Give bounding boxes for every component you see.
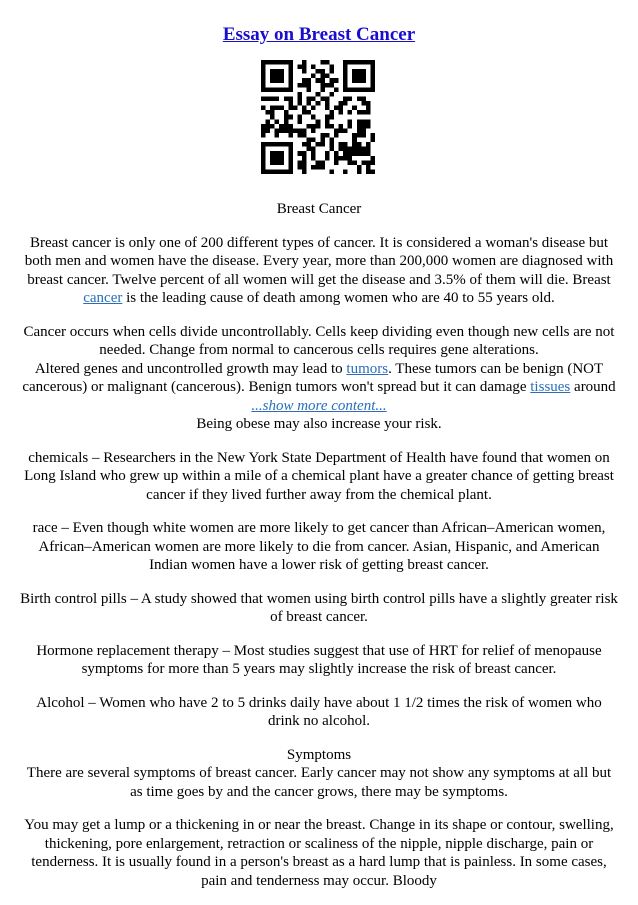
paragraph-text: . These tumors can be benign (NOT cancerous) or malignant (cancerous). Benign tumors won't spread but it can damage [22,360,604,395]
paragraph-cells [20,323,618,434]
paragraph-text: Being obese may also increase your risk. [196,416,442,432]
paragraph-lump: You may get a lump or a thickening in or near the breast. Change in its shape or contour, swelling, thickening, pore enlargement, retraction or scaliness of the nipple, nipple discharge, pain or tenderness. It is usually found in a person's breast as a hard lump that is painless. In some cases, pain and tenderness may occur. Bloody [24,817,614,889]
link-tissues[interactable]: tissues [530,379,571,395]
show-more-link[interactable]: ...show more content... [251,397,387,414]
symptoms-heading: Symptoms [286,746,352,763]
paragraph-text: Breast cancer is only one of 200 different types of cancer. It is considered a woman's disease but both men and women have the disease. Every year, more than 200,000 women are diagnosed with breast cancer. Twelve percent of all women will get the disease and 3.5% of them will die. Breast [24,234,614,288]
paragraph-birth-control: Birth control pills – A study showed that women using birth control pills have a slightly greater risk of breast cancer. [20,590,618,625]
link-cancer[interactable]: cancer [83,290,123,306]
paragraph-intro [20,234,618,308]
paragraph-chemicals: chemicals – Researchers in the New York State Department of Health have found that women on Long Island who grew up within a mile of a chemical plant have a greater chance of getting breast cancer if they lived further away from the chemical plant. [24,449,614,503]
paragraph-text: Cancer occurs when cells divide uncontrollably. Cells keep dividing even though new cells are not needed. Change from normal to cancerous cells requires gene alterations. [23,323,615,358]
paragraph-text: is the leading cause of death among women who are 40 to 55 years old. [122,290,555,306]
paragraph-symptoms: There are several symptoms of breast cancer. Early cancer may not show any symptoms at all but as time goes by and the cancer grows, there may be symptoms. [26,765,612,800]
title-link[interactable]: Essay on Breast Cancer [222,24,416,45]
paragraph-hrt: Hormone replacement therapy – Most studies suggest that use of HRT for relief of menopause symptoms for more than 5 years may slightly increase the risk of breast cancer. [36,642,602,677]
essay-body [20,200,618,905]
section-title: Breast Cancer [276,201,362,217]
qr-code [261,60,375,174]
paragraph-race: race – Even though white women are more likely to get cancer than African–American women, African–American women are more likely to die from cancer. Asian, Hispanic, and American Indian women have a lower risk of getting breast cancer. [32,520,606,573]
paragraph-text: around [570,379,616,395]
link-tumors[interactable]: tumors [346,360,389,377]
page-title [0,24,638,46]
paragraph-alcohol: Alcohol – Women who have 2 to 5 drinks daily have about 1 1/2 times the risk of women who drink no alcohol. [36,694,602,729]
paragraph-text: Altered genes and uncontrolled growth may lead to [34,360,347,377]
